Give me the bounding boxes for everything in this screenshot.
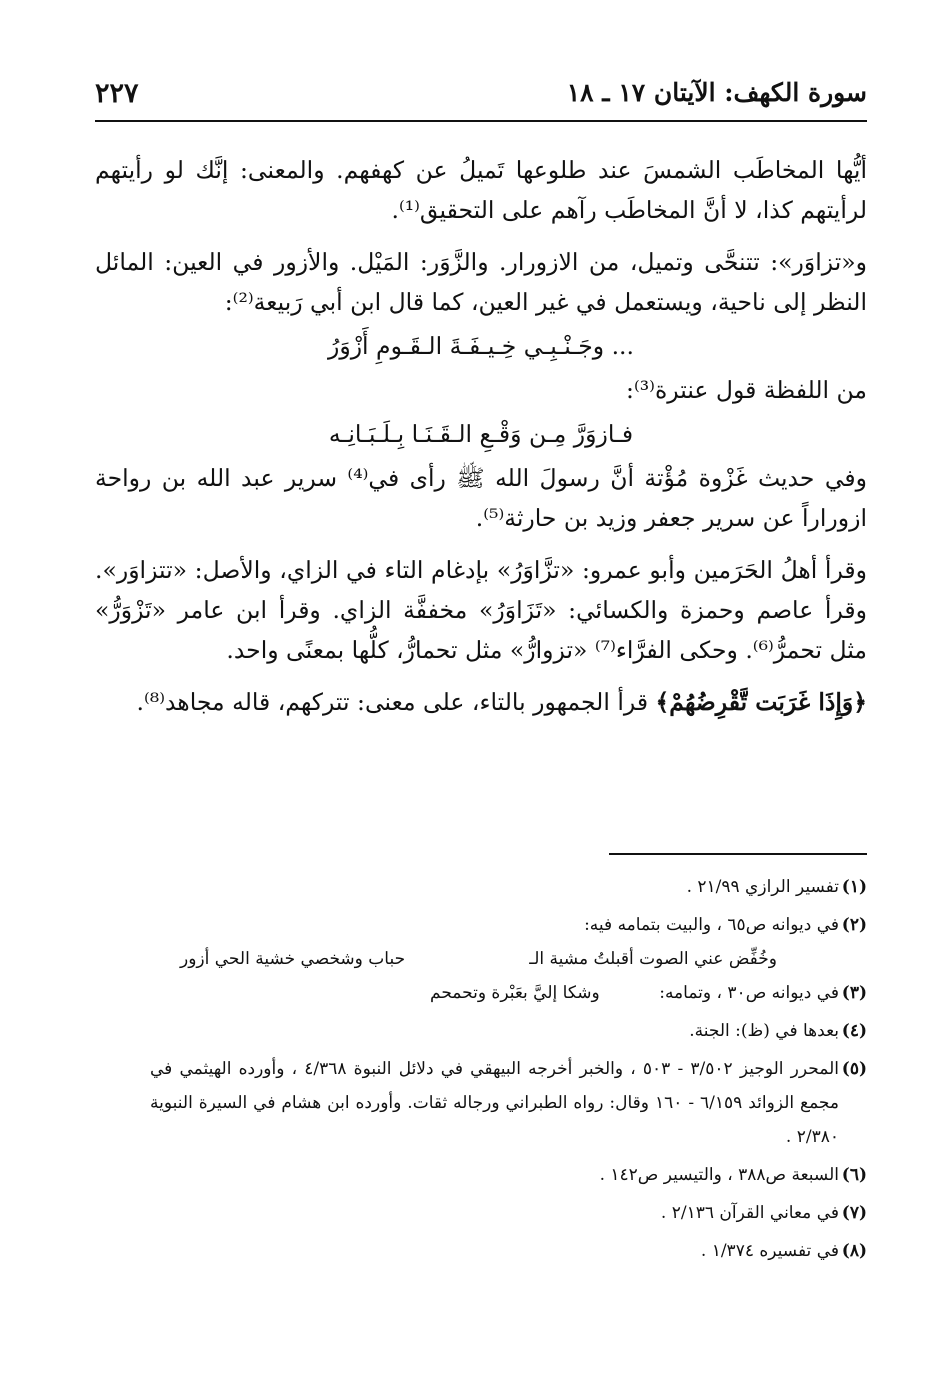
- footnote-text: السبعة ص٣٨٨ ، والتيسير ص١٤٢ .: [599, 1165, 839, 1185]
- footnote-6: [150, 1158, 867, 1192]
- footnote-text: في معاني القرآن ٢/١٣٦ .: [660, 1203, 839, 1223]
- paragraph-1: أيُّها المخاطَب الشمسَ عند طلوعها تَميلُ عن كهفهم. والمعنى: إنَّك لو رأيتهم لرأيتهم كذا، لا أنَّ المخاطَب رآهم على التحقيق⁽¹⁾.: [95, 156, 867, 224]
- footnote-number: (١): [841, 877, 867, 897]
- footnote-5: [150, 1052, 867, 1154]
- footnote-number: (٦): [841, 1165, 867, 1185]
- footnote-text: في ديوانه ص٦٥ ، والبيت بتمامه فيه:: [584, 915, 839, 935]
- paragraph-3: من اللفظة قول عنترة⁽³⁾:: [626, 376, 867, 404]
- footnote-number: (٨): [841, 1241, 867, 1261]
- footnotes: [150, 870, 867, 1268]
- footnote-2-poem: [150, 942, 867, 976]
- footnote-number: (٤): [841, 1021, 867, 1041]
- poem-hemistich-a: وخُفِّض عني الصوت أقبلتُ مشية الـ: [529, 949, 777, 969]
- footnote-text: تفسير الرازي ٢١/٩٩ .: [686, 877, 839, 897]
- footnote-2: [150, 908, 867, 942]
- footnote-number: (٣): [841, 983, 867, 1003]
- chapter-title: سورة الكهف: الآيتان ١٧ ـ ١٨: [566, 78, 867, 107]
- footnote-rule: [609, 853, 867, 855]
- paragraph-6-text: قرأ الجمهور بالتاء، على معنى: تتركهم، قاله مجاهد⁽⁸⁾.: [136, 688, 656, 716]
- footnote-1: [150, 870, 867, 904]
- footnote-number: (٥): [841, 1059, 867, 1079]
- verse-2: فـازوَرَّ مِـن وَقْـعِ الـقَـنَـا بِـلَـبَـانِـه: [328, 420, 634, 448]
- footnote-number: (٧): [841, 1203, 867, 1223]
- main-text: [95, 150, 867, 722]
- footnote-7: [150, 1196, 867, 1230]
- footnote-text: في تفسيره ١/٣٧٤ .: [700, 1241, 839, 1261]
- header-rule: [95, 120, 867, 122]
- footnote-8: [150, 1234, 867, 1268]
- footnote-text: المحرر الوجيز ٣/٥٠٢ - ٥٠٣ ، والخبر أخرجه البيهقي في دلائل النبوة ٤/٣٦٨ ، وأورده الهيثمي في مجمع الزوائد ٦/١٥٩ - ١٦٠ وقال: رواه الطبراني ورجاله ثقات. وأورده ابن هشام في السيرة النبوية ٢/٣٨٠ .: [150, 1059, 839, 1147]
- paragraph-5: وقرأ أهلُ الحَرَمين وأبو عمرو: «تزَّاوَرُ» بإدغام التاء في الزاي، والأصل: «تتزاوَر». وقرأ عاصم وحمزة والكسائي: «تَزَاوَرُ» مخففَّة الزاي. وقرأ ابن عامر «تَزْوَرُّ» مثل تحمرُّ⁽⁶⁾. وحكى الفرَّاء⁽⁷⁾ «تزوارُّ» مثل تحمارُّ، كلُّها بمعنًى واحد.: [95, 556, 867, 664]
- poem-hemistich: وشكا إليَّ بعَبْرة وتحمحم: [430, 983, 600, 1003]
- paragraph-4: وفي حديث غَزْوة مُؤْتة أنَّ رسولَ الله ﷺ رأى في⁽⁴⁾ سرير عبد الله بن رواحة ازوراراً عن سرير جعفر وزيد بن حارثة⁽⁵⁾.: [95, 464, 867, 532]
- footnote-number: (٢): [841, 915, 867, 935]
- poem-hemistich-b: حباب وشخصي خشية الحي أزور: [180, 949, 406, 969]
- verse-1: ... وجَـنْـبِـي خِـيـفَـةَ الـقَـومِ أَزْوَرُ: [328, 332, 634, 360]
- footnote-4: [150, 1014, 867, 1048]
- page-number: ٢٢٧: [95, 78, 139, 109]
- footnote-text: في ديوانه ص٣٠ ، وتمامه:: [659, 983, 839, 1003]
- footnote-text: بعدها في (ظ): الجنة.: [689, 1021, 839, 1041]
- running-header: [95, 74, 867, 120]
- paragraph-6: [95, 682, 867, 722]
- footnote-3: [150, 976, 867, 1010]
- quran-quote: ﴿وَإِذَا غَرَبَت تَّقْرِضُهُمْ﴾: [655, 688, 867, 716]
- paragraph-2: و«تزاوَر»: تتنحَّى وتميل، من الازورار. والزَّوَر: المَيْل. والأزور في العين: المائل النظر إلى ناحية، ويستعمل في غير العين، كما قال ابن أبي رَبيعة⁽²⁾:: [95, 248, 867, 316]
